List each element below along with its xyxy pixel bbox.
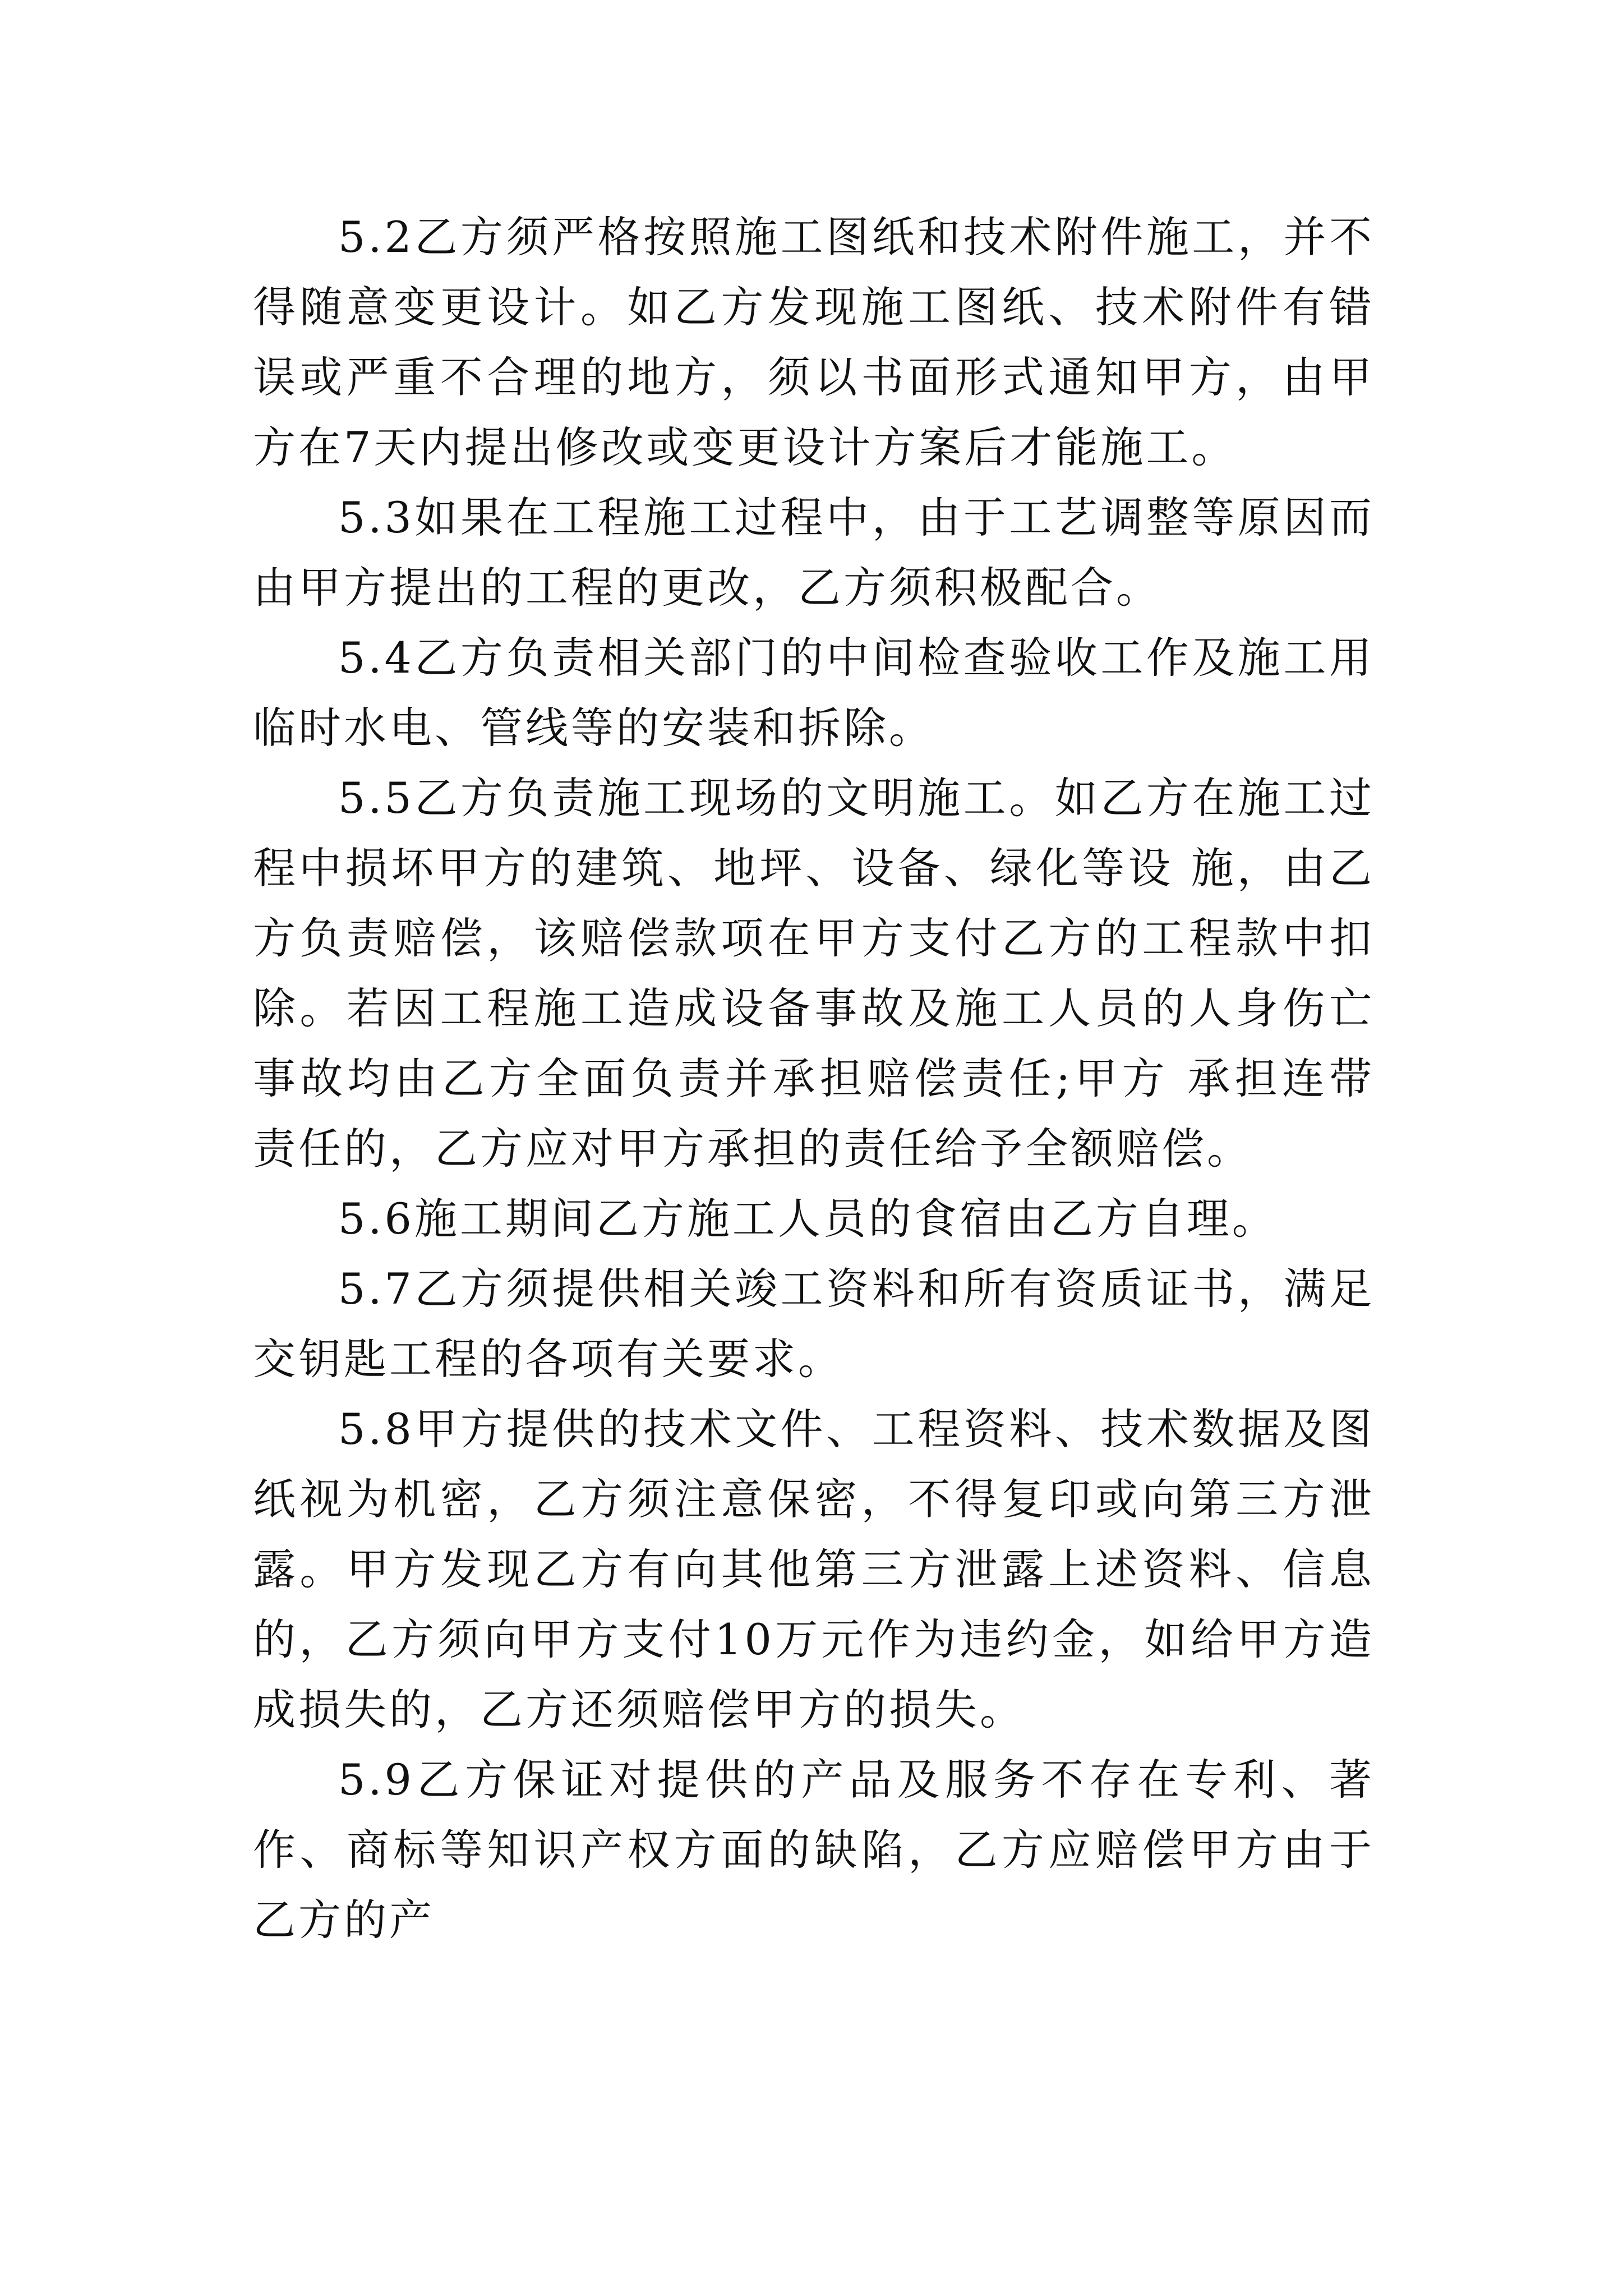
clause-5-7: 5.7乙方须提供相关竣工资料和所有资质证书，满足交钥匙工程的各项有关要求。 (253, 1264, 1375, 1384)
clause-5-4: 5.4乙方负责相关部门的中间检查验收工作及施工用临时水电、管线等的安装和拆除。 (253, 633, 1375, 753)
document-body (253, 202, 1375, 1955)
clause-5-2: 5.2乙方须严格按照施工图纸和技术附件施工，并不得随意变更设计。如乙方发现施工图纸、技术附件有错误或严重不合理的地方，须以书面形式通知甲方，由甲方在7天内提出修改或变更设计方案后才能施工。 (253, 212, 1375, 472)
clause-5-3: 5.3如果在工程施工过程中，由于工艺调整等原因而由甲方提出的工程的更改，乙方须积极配合。 (253, 493, 1375, 613)
clause-5-9: 5.9乙方保证对提供的产品及服务不存在专利、著作、商标等知识产权方面的缺陷，乙方应赔偿甲方由于乙方的产 (253, 1755, 1375, 1945)
clause-5-6: 5.6施工期间乙方施工人员的食宿由乙方自理。 (338, 1194, 1278, 1244)
clause-5-8: 5.8甲方提供的技术文件、工程资料、技术数据及图纸视为机密，乙方须注意保密，不得复印或向第三方泄露。甲方发现乙方有向其他第三方泄露上述资料、信息的，乙方须向甲方支付10万元作为违约金，如给甲方造成损失的，乙方还须赔偿甲方的损失。 (253, 1404, 1375, 1734)
clause-5-5: 5.5乙方负责施工现场的文明施工。如乙方在施工过程中损坏甲方的建筑、地坪、设备、绿化等设 施，由乙方负责赔偿，该赔偿款项在甲方支付乙方的工程款中扣除。若因工程施工造成设备事故及施工人员的人身伤亡事故均由乙方全面负责并承担赔偿责任;甲方 承担连带责任的，乙方应对甲方承担的责任给予全额赔偿。 (253, 773, 1375, 1174)
